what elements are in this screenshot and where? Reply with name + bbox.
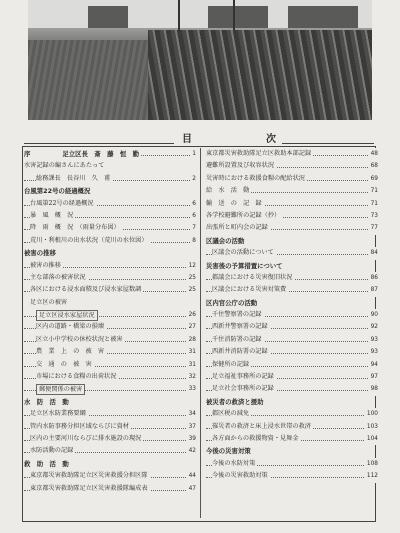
toc-entry-title: 区立小中学校の休校状況と被害 (36, 334, 125, 346)
toc-entry (206, 235, 378, 247)
toc-entry (206, 160, 378, 172)
toc-entry-title: 区議会の活動について (212, 247, 276, 259)
toc-entry (24, 160, 196, 172)
toc-entry-page: 86 (369, 272, 378, 284)
toc-entry (24, 408, 196, 420)
toc-entry-page: 71 (369, 198, 378, 210)
toc-entry (24, 173, 196, 185)
toc-entry-page: 68 (369, 160, 378, 172)
toc-entry-page: 93 (369, 346, 378, 358)
toc-entry-page: 44 (187, 470, 196, 482)
toc-entry-title: 管内水防事務分担区域ならびに資材 (30, 421, 131, 433)
toc-entry-title: 水 防 活 動 (24, 396, 71, 408)
toc-entry-title: 市場における食糧の出荷状況 (36, 371, 118, 383)
toc-entry-title: 郵便関係の被害 (36, 384, 85, 395)
toc-entry-title: 東京都災害救助隊足立区災害救援分担区隊 (30, 470, 150, 482)
toc-entry (206, 470, 378, 482)
toc-entry (24, 383, 196, 395)
toc-entry-page: 39 (187, 433, 196, 445)
toc-entry (206, 297, 378, 309)
toc-entry (24, 433, 196, 445)
toc-entry (24, 396, 196, 408)
toc-entry-title: 交 通 の 被 害 (36, 359, 94, 371)
toc-entry-title: 災害後の予算措置について (206, 260, 285, 272)
toc-entry-title: 各方面からの救援物資・見舞金 (212, 433, 301, 445)
toc-entry-page: 100 (365, 408, 378, 420)
toc-entry (206, 408, 378, 420)
title-rule-right (282, 143, 374, 144)
toc-entry (206, 458, 378, 470)
toc-entry-page: 103 (365, 421, 378, 433)
toc-entry (24, 321, 196, 333)
toc-entry (24, 346, 196, 358)
toc-entry-title: 給 水 活 動 (206, 185, 251, 197)
toc-entry-page: 98 (369, 383, 378, 395)
toc-entry-page: 6 (190, 198, 196, 210)
toc-entry-title: 台風第22号の経過概況 (24, 185, 92, 197)
toc-entry-title: 水防活動の記録 (30, 445, 75, 457)
toc-title-char-2: 次 (266, 134, 276, 145)
toc-entry (206, 247, 378, 259)
toc-entry-page: 26 (187, 309, 196, 321)
toc-entry-title: 区内の主要河川ならびに排水施設の現況 (30, 433, 143, 445)
toc-entry (24, 198, 196, 210)
toc-entry (24, 445, 196, 457)
toc-entry-page: 1 (190, 148, 196, 160)
toc-entry-title: 西新井警察署の記録 (212, 321, 270, 333)
toc-entry-title: 足立区浸水家屋状況 (36, 310, 98, 321)
toc-entry-page: 31 (187, 346, 196, 358)
toc-entry-page: 2 (190, 173, 196, 185)
toc-entry-title: 台風第22号の経過概況 (30, 198, 96, 210)
toc-entry-page: 90 (369, 309, 378, 321)
toc-entry-title: 救 助 活 動 (24, 458, 71, 470)
toc-entry-page: 92 (369, 321, 378, 333)
toc-entry-page: 42 (187, 445, 196, 457)
toc-title-char-1: 目 (182, 134, 192, 145)
toc-entry-title: 区議会における災害対策費 (212, 284, 288, 296)
toc-entry (24, 297, 196, 309)
toc-entry (206, 383, 378, 395)
toc-entry-page: 31 (187, 359, 196, 371)
toc-entry (206, 210, 378, 222)
toc-entry (24, 222, 196, 234)
toc-entry (206, 260, 378, 272)
toc-entry-page: 25 (187, 272, 196, 284)
toc-entry-page: 27 (187, 321, 196, 333)
toc-left-column (24, 148, 196, 495)
toc-entry-title: 保健所の記録 (212, 359, 251, 371)
toc-entry-title: 被災者の救済と援助 (206, 396, 266, 408)
photo-house (288, 6, 358, 28)
toc-entry-title: 区内官公庁の活動 (206, 297, 259, 309)
toc-entry-page: 8 (190, 235, 196, 247)
toc-entry (206, 321, 378, 333)
toc-entry-title: 今後の災害対策 (206, 445, 253, 457)
toc-entry-page: 108 (365, 458, 378, 470)
toc-entry (206, 198, 378, 210)
toc-entry-title: 区内の道路・橋梁の損壊 (36, 321, 106, 333)
toc-entry-title: 各学校避難所の記録（抄） (206, 210, 282, 222)
toc-entry-title: 被害の推移 (30, 260, 63, 272)
flood-photograph (28, 0, 372, 120)
toc-entry-page: 48 (369, 148, 378, 160)
toc-entry-page: 73 (369, 210, 378, 222)
toc-title (20, 130, 378, 144)
toc-entry-title: 災害時における救援食糧の配給状況 (206, 173, 307, 185)
toc-entry (206, 433, 378, 445)
toc-entry (206, 421, 378, 433)
toc-entry (206, 359, 378, 371)
toc-entry (24, 284, 196, 296)
toc-entry-title: 足立区の被害 (30, 297, 69, 309)
toc-entry-page: 47 (187, 483, 196, 495)
toc-entry-title: 今後の水防対策 (212, 458, 257, 470)
photo-house (88, 6, 128, 28)
toc-entry-title: 総務課長 長谷川 久 甫 (36, 173, 112, 185)
toc-entry (24, 210, 196, 222)
toc-entry-page: 77 (369, 222, 378, 234)
toc-entry (206, 371, 378, 383)
toc-entry-title: 農 業 上 の 被 害 (36, 346, 106, 358)
toc-entry (24, 247, 196, 259)
toc-entry-page: 6 (190, 210, 196, 222)
toc-entry-title: 西新井消防署の記録 (212, 346, 270, 358)
table-of-contents (20, 124, 378, 524)
toc-entry-title: 足立社会事務所の記録 (212, 383, 276, 395)
toc-entry (206, 185, 378, 197)
toc-entry-title: 各区における浸水面積及び浸水家屋数調 (30, 284, 143, 296)
toc-entry-title: 主な部落の被害状況 (30, 272, 88, 284)
toc-entry-title: 今後の災害救助対策 (212, 470, 270, 482)
toc-entry (206, 445, 378, 457)
toc-entry-page: 28 (187, 334, 196, 346)
toc-entry-title: 東京都災害救助隊足立区救助本部記録 (206, 148, 313, 160)
toc-entry (24, 260, 196, 272)
column-divider (200, 148, 201, 518)
toc-entry-title: 避難所設置及び収容状況 (206, 160, 276, 172)
toc-entry-page: 97 (369, 371, 378, 383)
toc-entry-title: 被害の推移 (24, 247, 58, 259)
toc-entry-page: 112 (365, 470, 378, 482)
toc-entry-page: 12 (187, 260, 196, 272)
toc-entry (206, 222, 378, 234)
toc-entry-title: 降 雨 概 況 （雨量分布図） (30, 222, 122, 234)
toc-entry (206, 334, 378, 346)
toc-entry (24, 470, 196, 482)
photo-vehicles-road (148, 30, 372, 120)
toc-entry-page: 94 (369, 359, 378, 371)
toc-right-column (206, 148, 378, 483)
toc-entry-page: 33 (187, 383, 196, 395)
toc-entry-title: 序 足立区長 斎 藤 恒 勤 (24, 148, 141, 160)
toc-entry (24, 185, 196, 197)
toc-entry-page: 25 (187, 284, 196, 296)
toc-entry (24, 421, 196, 433)
toc-entry (206, 272, 378, 284)
toc-entry-title: 出張所と町内会の記録 (206, 222, 270, 234)
toc-entry (206, 173, 378, 185)
toc-entry (206, 346, 378, 358)
toc-entry-title: 水害記録の編さんにあたって (24, 160, 106, 172)
photo-house (208, 6, 268, 28)
toc-entry-page: 71 (369, 185, 378, 197)
toc-entry-title: 都議会における災害復旧状況 (212, 272, 294, 284)
toc-entry (24, 148, 196, 160)
toc-entry-title: 区議会の活動 (206, 235, 246, 247)
toc-entry (206, 309, 378, 321)
toc-entry (24, 458, 196, 470)
toc-entry-title: 輸 送 の 記 録 (206, 198, 264, 210)
toc-entry (24, 272, 196, 284)
toc-entry-title: 都区税の減免 (212, 408, 251, 420)
toc-entry (24, 309, 196, 321)
toc-entry-page: 84 (369, 247, 378, 259)
toc-entry (24, 371, 196, 383)
toc-entry-title: 足立区水防業務要綱 (30, 408, 88, 420)
toc-entry (24, 235, 196, 247)
title-rule-left (24, 143, 174, 144)
toc-entry-title: 東京都災害救助隊足立区災害救援隊編成表 (30, 483, 150, 495)
toc-entry (206, 284, 378, 296)
toc-entry-title: 千住警察署の記録 (212, 309, 264, 321)
toc-entry-page: 87 (369, 284, 378, 296)
toc-entry-page: 37 (187, 421, 196, 433)
toc-entry-title: 荒川・利根川の出水状況（荒川の水位図） (30, 235, 150, 247)
toc-entry-title: 暴 風 概 況 (30, 210, 75, 222)
toc-entry-page: 93 (369, 334, 378, 346)
toc-entry-page: 34 (187, 408, 196, 420)
toc-entry-title: 罹災者の救済と床上浸水世帯の救済 (212, 421, 313, 433)
toc-entry-page: 7 (190, 222, 196, 234)
toc-entry (206, 148, 378, 160)
toc-entry (24, 483, 196, 495)
toc-entry-page: 32 (187, 371, 196, 383)
toc-entry-title: 足立福祉事務所の記録 (212, 371, 276, 383)
toc-entry-title: 千住消防署の記録 (212, 334, 264, 346)
toc-entry (206, 396, 378, 408)
toc-entry-page: 104 (365, 433, 378, 445)
toc-entry-page: 69 (369, 173, 378, 185)
toc-entry (24, 359, 196, 371)
toc-entry (24, 334, 196, 346)
